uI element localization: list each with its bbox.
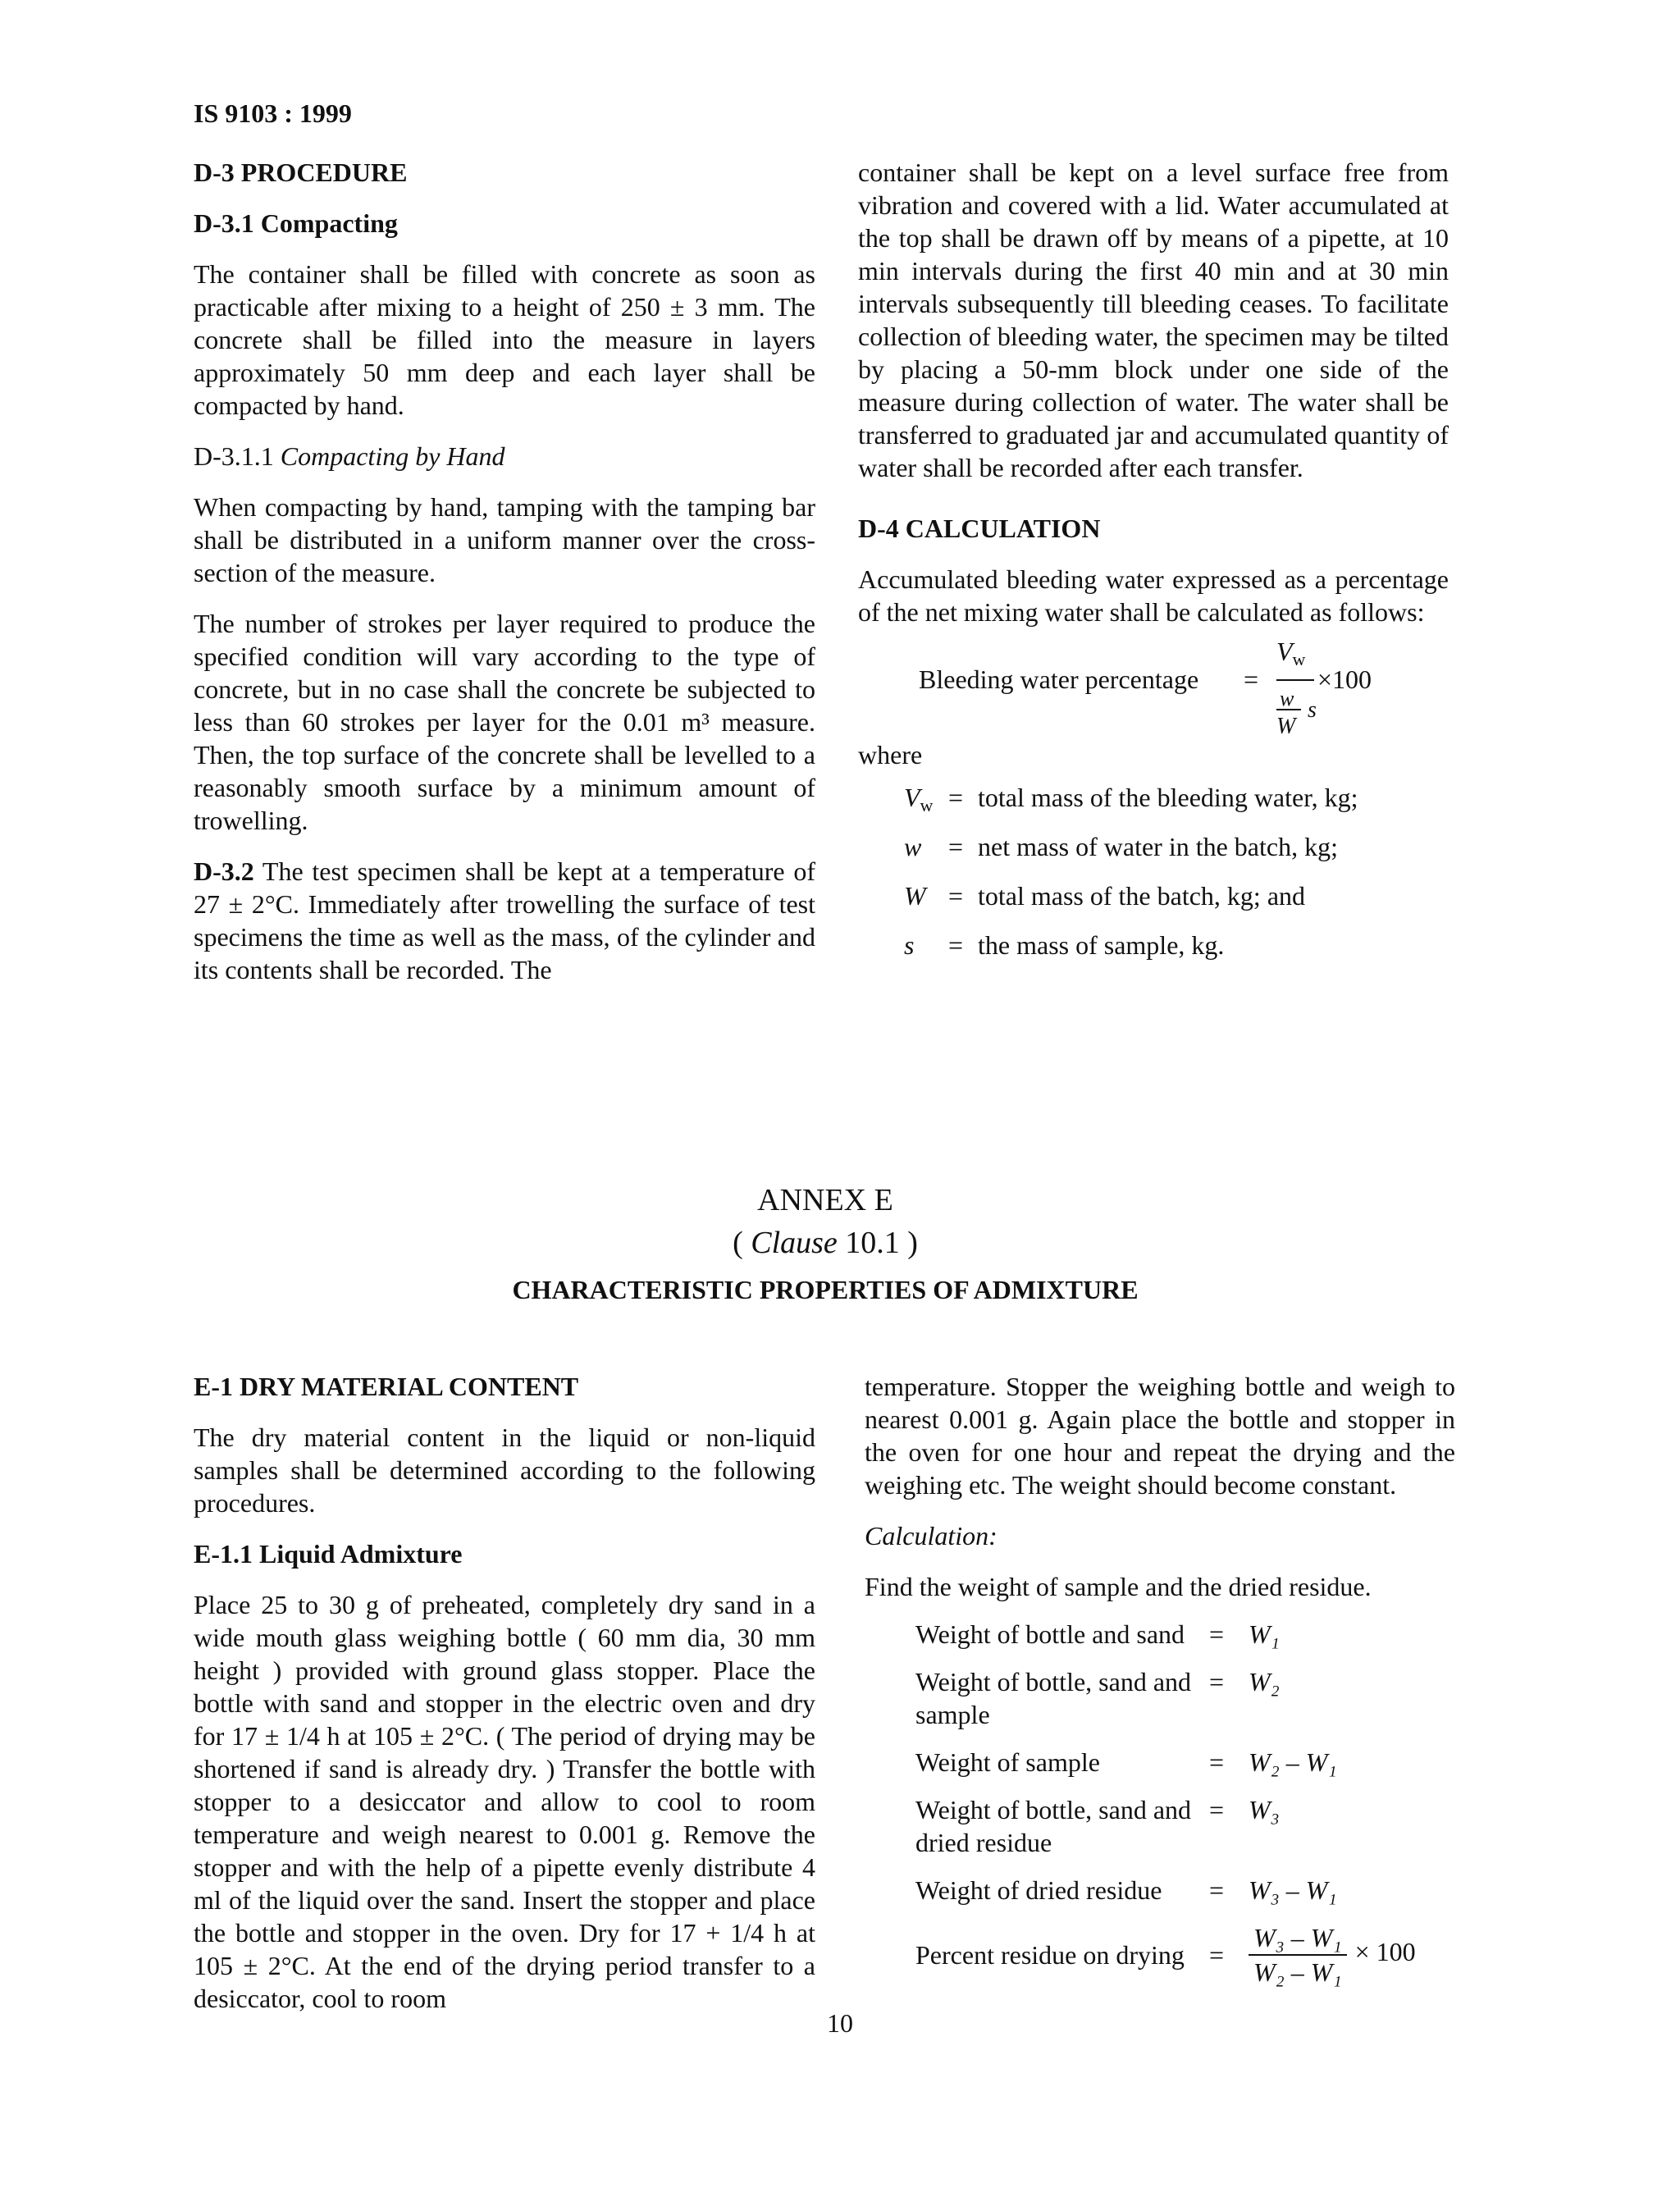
paragraph-e11-continued: temperature. Stopper the weighing bottle and weigh to nearest 0.001 g. Again place the bottle and stopper in the oven for one hour and repeat the drying and the weighing etc. The weight should become constant. — [865, 1372, 1455, 1500]
calculation-label-cell: Weight of dried residue — [915, 1875, 1162, 1905]
paragraph-d32-text: The test specimen shall be kept at a temperature of 27 ± 2°C. Immediately after trowelling the surface of test specimens the time as well as the mass, of the cylinder and its contents shall be recorded. The — [194, 856, 816, 984]
formula-denominator-w: w — [1280, 687, 1294, 710]
calculation-equals: = — [1209, 1795, 1225, 1824]
calculation-row — [865, 1665, 1455, 1731]
calculation-label-cell: Weight of bottle, sand and sample — [915, 1667, 1192, 1729]
bleeding-water-formula — [858, 635, 1449, 739]
definition-equals: = — [948, 832, 964, 861]
section-heading-d4: D-4 CALCULATION — [858, 514, 1101, 543]
calculation-label-cell: Weight of sample — [915, 1747, 1100, 1777]
calculation-intro: Find the weight of sample and the dried residue. — [865, 1572, 1372, 1601]
formula-numerator: $V_w$ — [1276, 637, 1306, 669]
clause-heading-d311 — [194, 440, 815, 473]
definition-equals: = — [948, 930, 964, 960]
definition-row — [858, 879, 1449, 929]
residue-fraction — [1249, 1921, 1347, 1989]
calculation-value: W₂ — [1249, 1667, 1280, 1697]
paragraph-e11: Place 25 to 30 g of preheated, completely dry sand in a wide mouth glass weighing bottle ( 60 mm dia, 30 mm height ) provided with ground glass stopper. Place the bottle with sand and stopper in the electric oven and dry for 17 ± 1/4 h at 105 ± 2°C. ( The period of drying may be shortened if sand is already dry. ) Transfer the bottle with stopper to a desiccator and allow to cool to room temperature and weigh nearest to 0.001 g. Remove the stopper and with the help of a pipette evenly distribute 4 ml of the liquid over the sand. Insert the stopper and place the bottle and stopper in the oven. Dry for 17 + 1/4 h at 105 ± 2°C. At the end of the drying period transfer to a desiccator, cool to room — [194, 1590, 815, 2013]
definition-symbol: $V_w$ — [904, 783, 934, 815]
clause-heading-d31: D-3.1 Compacting — [194, 208, 398, 238]
where-label: where — [858, 740, 923, 769]
formula-multiplier: ×100 — [1317, 664, 1372, 694]
definition-symbol: w — [904, 832, 922, 861]
paragraph-e1: The dry material content in the liquid or non-liquid samples shall be determined according to the following procedures. — [194, 1423, 815, 1518]
calculation-row-percent-residue — [865, 1921, 1455, 1989]
residue-multiplier: × 100 — [1354, 1937, 1416, 1967]
section-e1-right-column — [865, 1370, 1455, 2003]
annex-title: ANNEX E — [757, 1183, 893, 1217]
calculation-equals: = — [1209, 1667, 1225, 1697]
calculation-equals: = — [1209, 1619, 1225, 1649]
clause-title-d311: Compacting by Hand — [280, 441, 505, 471]
definition-text: the mass of sample, kg. — [978, 930, 1225, 960]
formula-label: Bleeding water percentage — [919, 664, 1199, 694]
calculation-label-cell: Weight of bottle, sand and dried residue — [915, 1795, 1192, 1857]
section-d3-right-column — [858, 156, 1449, 978]
definition-equals: = — [948, 783, 964, 812]
clause-number-d311: D-3.1.1 — [194, 441, 274, 471]
standard-code: IS 9103 : 1999 — [194, 98, 352, 128]
section-heading-d3: D-3 PROCEDURE — [194, 158, 408, 187]
paragraph-d311-b: The number of strokes per layer required to produce the specified condition will vary according to the type of concrete, but in no case shall the concrete be subjected to less than 60 strokes per layer for the 0.01 m³ measure. Then, the top surface of the concrete shall be levelled to a reasonably smooth surface by a minimum amount of trowelling. — [194, 609, 815, 835]
definition-text: total mass of the bleeding water, kg; — [978, 783, 1358, 812]
definition-equals: = — [948, 881, 964, 911]
calculation-value: W₂ – W₁ — [1249, 1747, 1337, 1777]
calculation-label-cell: Percent residue on drying — [915, 1940, 1185, 1970]
calculation-row — [865, 1793, 1455, 1859]
paragraph-d32-continued: container shall be kept on a level surface free from vibration and covered with a lid. Water accumulated at the top shall be drawn off by means of a pipette, at 10 min intervals during the first 40 min and at 30 min intervals subsequently till bleeding ceases. To facilitate collection of bleeding water, the specimen may be tilted by placing a 50-mm block under one side of the measure during collection of water. The water shall be transferred to graduated jar and accumulated quantity of water shall be recorded after each transfer. — [858, 158, 1449, 482]
definition-symbol: W — [904, 881, 926, 911]
paragraph-d311-a: When compacting by hand, tamping with the tamping bar shall be distributed in a uniform manner over the cross-section of the measure. — [194, 492, 815, 587]
calculation-value: W₁ — [1249, 1619, 1280, 1649]
page-number: 10 — [827, 2008, 853, 2038]
calculation-label: Calculation: — [865, 1521, 998, 1550]
formula-denominator-s: s — [1308, 697, 1317, 723]
definition-row — [858, 929, 1449, 978]
section-e1-left-column — [194, 1370, 815, 2015]
calculation-equals: = — [1209, 1875, 1225, 1905]
clause-number-d32: D-3.2 — [194, 856, 254, 886]
calculation-value: W₃ — [1249, 1795, 1280, 1824]
formula-equals: = — [1244, 664, 1259, 694]
annex-clause-reference: ( Clause 10.1 ) — [733, 1226, 918, 1260]
calculation-row — [865, 1874, 1455, 1907]
calculation-label-cell: Weight of bottle and sand — [915, 1619, 1185, 1649]
section-d3-left-column — [194, 156, 815, 986]
calculation-equals: = — [1209, 1747, 1225, 1777]
calculation-value: W₃ – W₁ — [1249, 1875, 1337, 1905]
paragraph-d31: The container shall be filled with concrete as soon as practicable after mixing to a height of 250 ± 3 mm. The concrete shall be filled into the measure in layers approximately 50 mm deep and each layer shall be compacted by hand. — [194, 259, 815, 420]
residue-numerator: W₃ – W₁ — [1253, 1923, 1342, 1952]
formula-fraction-bar — [1276, 679, 1314, 681]
section-heading-e1: E-1 DRY MATERIAL CONTENT — [194, 1372, 579, 1401]
definition-text: net mass of water in the batch, kg; — [978, 832, 1338, 861]
clause-heading-e11: E-1.1 Liquid Admixture — [194, 1539, 463, 1569]
annex-subject-heading: CHARACTERISTIC PROPERTIES OF ADMIXTURE — [512, 1275, 1139, 1304]
definition-symbol: s — [904, 930, 915, 960]
residue-denominator: W₂ – W₁ — [1249, 1954, 1347, 1989]
definition-row — [858, 781, 1449, 830]
paragraph-d4-intro: Accumulated bleeding water expressed as a percentage of the net mixing water shall be calculated as follows: — [858, 564, 1449, 627]
calculation-equals: = — [1209, 1940, 1225, 1970]
calculation-table — [865, 1618, 1455, 1989]
calculation-value — [1249, 1921, 1455, 1989]
calculation-row — [865, 1618, 1455, 1651]
annex-heading-block — [194, 1181, 1457, 1306]
definition-text: total mass of the batch, kg; and — [978, 881, 1306, 911]
paragraph-d32 — [194, 855, 815, 986]
symbol-definitions — [858, 781, 1449, 978]
formula-denominator-W: W — [1276, 714, 1296, 739]
definition-row — [858, 830, 1449, 879]
calculation-row — [865, 1746, 1455, 1779]
